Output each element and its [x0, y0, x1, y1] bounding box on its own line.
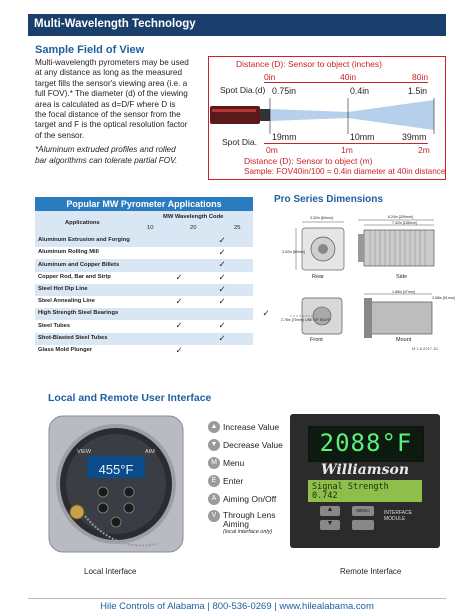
- dim-rear-height: 3.52in [89mm]: [282, 250, 305, 254]
- spot-dia-bottom-0: 19mm: [272, 132, 297, 142]
- fov-bottom-axis: [264, 143, 428, 144]
- paragraph-line: target and F is the optical resolution factor: [35, 120, 188, 130]
- checkmark-icon: ✓: [218, 332, 226, 343]
- applications-table-subheader: [35, 211, 253, 235]
- remote-led-text: 2088°F: [319, 429, 413, 457]
- application-name: Steel Tubes: [38, 322, 71, 329]
- local-btn-aim[interactable]: [111, 517, 121, 527]
- drawing-ref: M 1.6.2017 JD: [412, 346, 439, 351]
- remote-interface-image: [290, 414, 440, 548]
- code-20-header: 20: [190, 225, 197, 231]
- legend-enter-label: Enter: [223, 476, 244, 486]
- fov-cone-graphic: [208, 96, 446, 136]
- legend-view: [211, 510, 293, 529]
- up-arrow-icon: ▲: [208, 421, 220, 433]
- checkmark-icon: ✓: [175, 320, 183, 331]
- local-label-view: VIEW: [77, 449, 92, 455]
- sample-fov-paragraph: [35, 58, 205, 166]
- remote-up-button[interactable]: ▲: [320, 506, 340, 516]
- fov-top-axis: [264, 82, 428, 83]
- dim-side-length: 8.24in [209mm]: [388, 215, 413, 219]
- table-row: [35, 333, 253, 345]
- local-only-note: (local interface only): [223, 529, 273, 535]
- spot-dia-top-80: 1.5in: [408, 86, 428, 96]
- note-line: *Aluminum extruded profiles and rolled: [35, 145, 176, 155]
- fov-bottom-tick-0: 0m: [266, 145, 278, 155]
- checkmark-icon: ✓: [218, 259, 226, 270]
- legend-aim: [211, 494, 277, 504]
- applications-col-header: Applications: [65, 220, 100, 226]
- code-25-header: 25: [234, 225, 241, 231]
- legend-decrease-label: Decrease Value: [223, 440, 283, 450]
- remote-lcd-line1: Signal Strength: [312, 482, 389, 492]
- table-row: [35, 345, 253, 357]
- table-row: [35, 308, 270, 320]
- application-name: Glass Mold Plunger: [38, 347, 93, 354]
- checkmark-icon: ✓: [218, 296, 226, 306]
- view-icon: V: [208, 510, 220, 522]
- application-name: Aluminum Rolling Mill: [38, 249, 99, 256]
- checkmark-icon: ✓: [175, 296, 183, 306]
- application-name: Steel Annealing Line: [38, 298, 95, 305]
- sensor-body: [210, 106, 260, 124]
- enter-icon: E: [208, 475, 220, 487]
- fov-cone-near: [270, 109, 348, 121]
- legend-menu-label: Menu: [223, 458, 245, 468]
- paragraph-line: full FOV).* The diameter (d) of the viewing: [35, 89, 188, 99]
- legend-increase: [210, 422, 280, 432]
- application-name: Aluminum and Copper Billets: [38, 261, 120, 268]
- dim-mount: 1.88in [47mm]: [392, 290, 415, 294]
- legend-decrease: [210, 440, 283, 450]
- checkmark-icon: ✓: [218, 247, 226, 258]
- fov-top-tick-80: 80in: [412, 72, 429, 82]
- spot-dia-top-40: 0.4in: [350, 86, 370, 96]
- table-row: [35, 272, 253, 284]
- checkmark-icon: ✓: [218, 283, 226, 294]
- application-name: Shot-Blasted Steel Tubes: [38, 334, 108, 341]
- checkmark-icon: ✓: [218, 271, 226, 282]
- view-label-mount: Mount: [396, 337, 412, 343]
- remote-menu-button[interactable]: MENU: [352, 506, 374, 516]
- table-row: [35, 247, 253, 259]
- fov-bottom-caption: Distance (D): Sensor to object (m): [244, 156, 373, 166]
- spot-dia-bottom-label: Spot Dia.: [222, 137, 257, 147]
- view-label-front: Front: [310, 337, 323, 343]
- remote-lcd-line2: 0.742: [312, 491, 338, 501]
- aim-icon: A: [208, 493, 220, 505]
- spot-dia-top-label: Spot Dia.(d): [220, 85, 266, 95]
- table-row: [35, 259, 253, 271]
- remote-down-button[interactable]: ▼: [320, 520, 340, 530]
- checkmark-icon: ✓: [175, 344, 183, 355]
- footer-divider: [28, 598, 446, 599]
- table-row: [35, 284, 253, 296]
- dim-rear-width: 3.32in [84mm]: [310, 216, 333, 220]
- remote-brand: Williamson: [320, 462, 410, 478]
- paragraph-line: at any distance as long as the measured: [35, 68, 183, 78]
- section-header-title: Multi-Wavelength Technology: [34, 18, 196, 30]
- fov-note: [35, 145, 205, 166]
- remote-led-window: [308, 426, 424, 462]
- local-interface-caption: Local Interface: [84, 567, 137, 576]
- fov-top-tick-40: 40in: [340, 72, 357, 82]
- side-view-body: [364, 230, 434, 266]
- pro-series-drawing: [280, 210, 450, 350]
- paragraph-line: Multi-wavelength pyrometers may be used: [35, 58, 189, 67]
- application-name: Aluminum Extrusion and Forging: [38, 237, 130, 244]
- sample-fov-title: Sample Field of View: [35, 44, 145, 56]
- paragraph-line: the focal distance of the sensor from the: [35, 110, 181, 120]
- local-connector: [70, 505, 84, 519]
- local-btn-menu[interactable]: [98, 503, 108, 513]
- dim-line-of-sight: 2.76in [70mm] LINE OF SIGHT: [281, 318, 331, 322]
- fov-cone-far: [348, 100, 434, 130]
- note-line: bar algorithms can tolerate partial FOV.: [35, 155, 178, 165]
- application-name: Steel Hot Dip Line: [38, 286, 88, 293]
- rear-view-core: [318, 244, 328, 254]
- checkmark-icon: ✓: [175, 271, 183, 282]
- fov-bottom-tick-2: 2m: [418, 145, 430, 155]
- wavelength-col-header: MW Wavelength Code: [163, 214, 224, 220]
- fov-top-caption: Distance (D): Sensor to object (inches): [236, 59, 382, 69]
- local-display-text: 455°F: [98, 462, 134, 477]
- remote-module-label: INTERFACE MODULE: [384, 510, 413, 522]
- menu-icon: M: [208, 457, 220, 469]
- paragraph-line: of the sensor.: [35, 130, 85, 140]
- pro-series-title: Pro Series Dimensions: [274, 194, 383, 205]
- sensor-stripe: [212, 109, 256, 112]
- spot-dia-bottom-1: 10mm: [350, 132, 375, 142]
- paragraph-line: target fills the sensor's viewing area (i.e. a: [35, 78, 188, 88]
- legend-enter: [211, 476, 244, 486]
- checkmark-icon: ✓: [218, 320, 226, 331]
- remote-interface-caption: Remote Interface: [340, 567, 402, 576]
- table-row: [35, 235, 253, 247]
- front-view-lens: [313, 307, 331, 325]
- local-label-aim: AIM: [145, 449, 155, 455]
- mount-view-plate: [364, 298, 372, 338]
- remote-enter-button[interactable]: [352, 520, 374, 530]
- checkmark-icon: ✓: [262, 308, 270, 319]
- fov-top-tick-0: 0in: [264, 72, 276, 82]
- fov-sample-text: Sample: FOV40in/100 = 0.4in diameter at 40in distance: [244, 167, 446, 176]
- table-row: [35, 320, 253, 332]
- dim-side-body: 7.42in [188mm]: [392, 221, 417, 225]
- spot-dia-top-0: 0.75in: [272, 86, 296, 96]
- paragraph-line: area is calculated as d=D/F where D is: [35, 99, 176, 109]
- application-name: High Strength Steel Bearings: [38, 310, 119, 317]
- application-name: Copper Rod, Bar and Strip: [38, 273, 111, 280]
- local-btn-up[interactable]: [98, 487, 108, 497]
- legend-aim-label: Aiming On/Off: [223, 494, 277, 504]
- view-label-side: Side: [396, 274, 408, 280]
- legend-increase-label: Increase Value: [223, 422, 280, 432]
- local-interface-image: [45, 412, 187, 564]
- legend-view-label: Through Lens Aiming: [223, 510, 276, 529]
- mount-view-body: [370, 302, 432, 334]
- local-btn-enter[interactable]: [124, 503, 134, 513]
- local-btn-down[interactable]: [124, 487, 134, 497]
- applications-table-title-bar: [35, 197, 253, 211]
- applications-table-title: Popular MW Pyrometer Applications: [66, 199, 222, 209]
- spot-dia-bottom-2: 39mm: [402, 132, 427, 142]
- side-view-cap: [358, 234, 364, 262]
- fov-bottom-tick-1: 1m: [341, 145, 353, 155]
- view-label-rear: Rear: [312, 274, 324, 280]
- legend-menu: [211, 458, 245, 468]
- down-arrow-icon: ▼: [208, 439, 220, 451]
- interface-title: Local and Remote User Interface: [48, 392, 212, 404]
- remote-lcd: [308, 480, 422, 502]
- sensor-lens: [260, 109, 270, 121]
- footer-contact: Hile Controls of Alabama | 800-536-0269 | www.hilealabama.com: [100, 601, 374, 612]
- section-header-bar: [28, 14, 446, 36]
- code-10-header: 10: [147, 225, 154, 231]
- checkmark-icon: ✓: [218, 235, 226, 245]
- dim-mount-height: 3.58in [91mm]: [432, 296, 455, 300]
- table-row: [35, 296, 253, 308]
